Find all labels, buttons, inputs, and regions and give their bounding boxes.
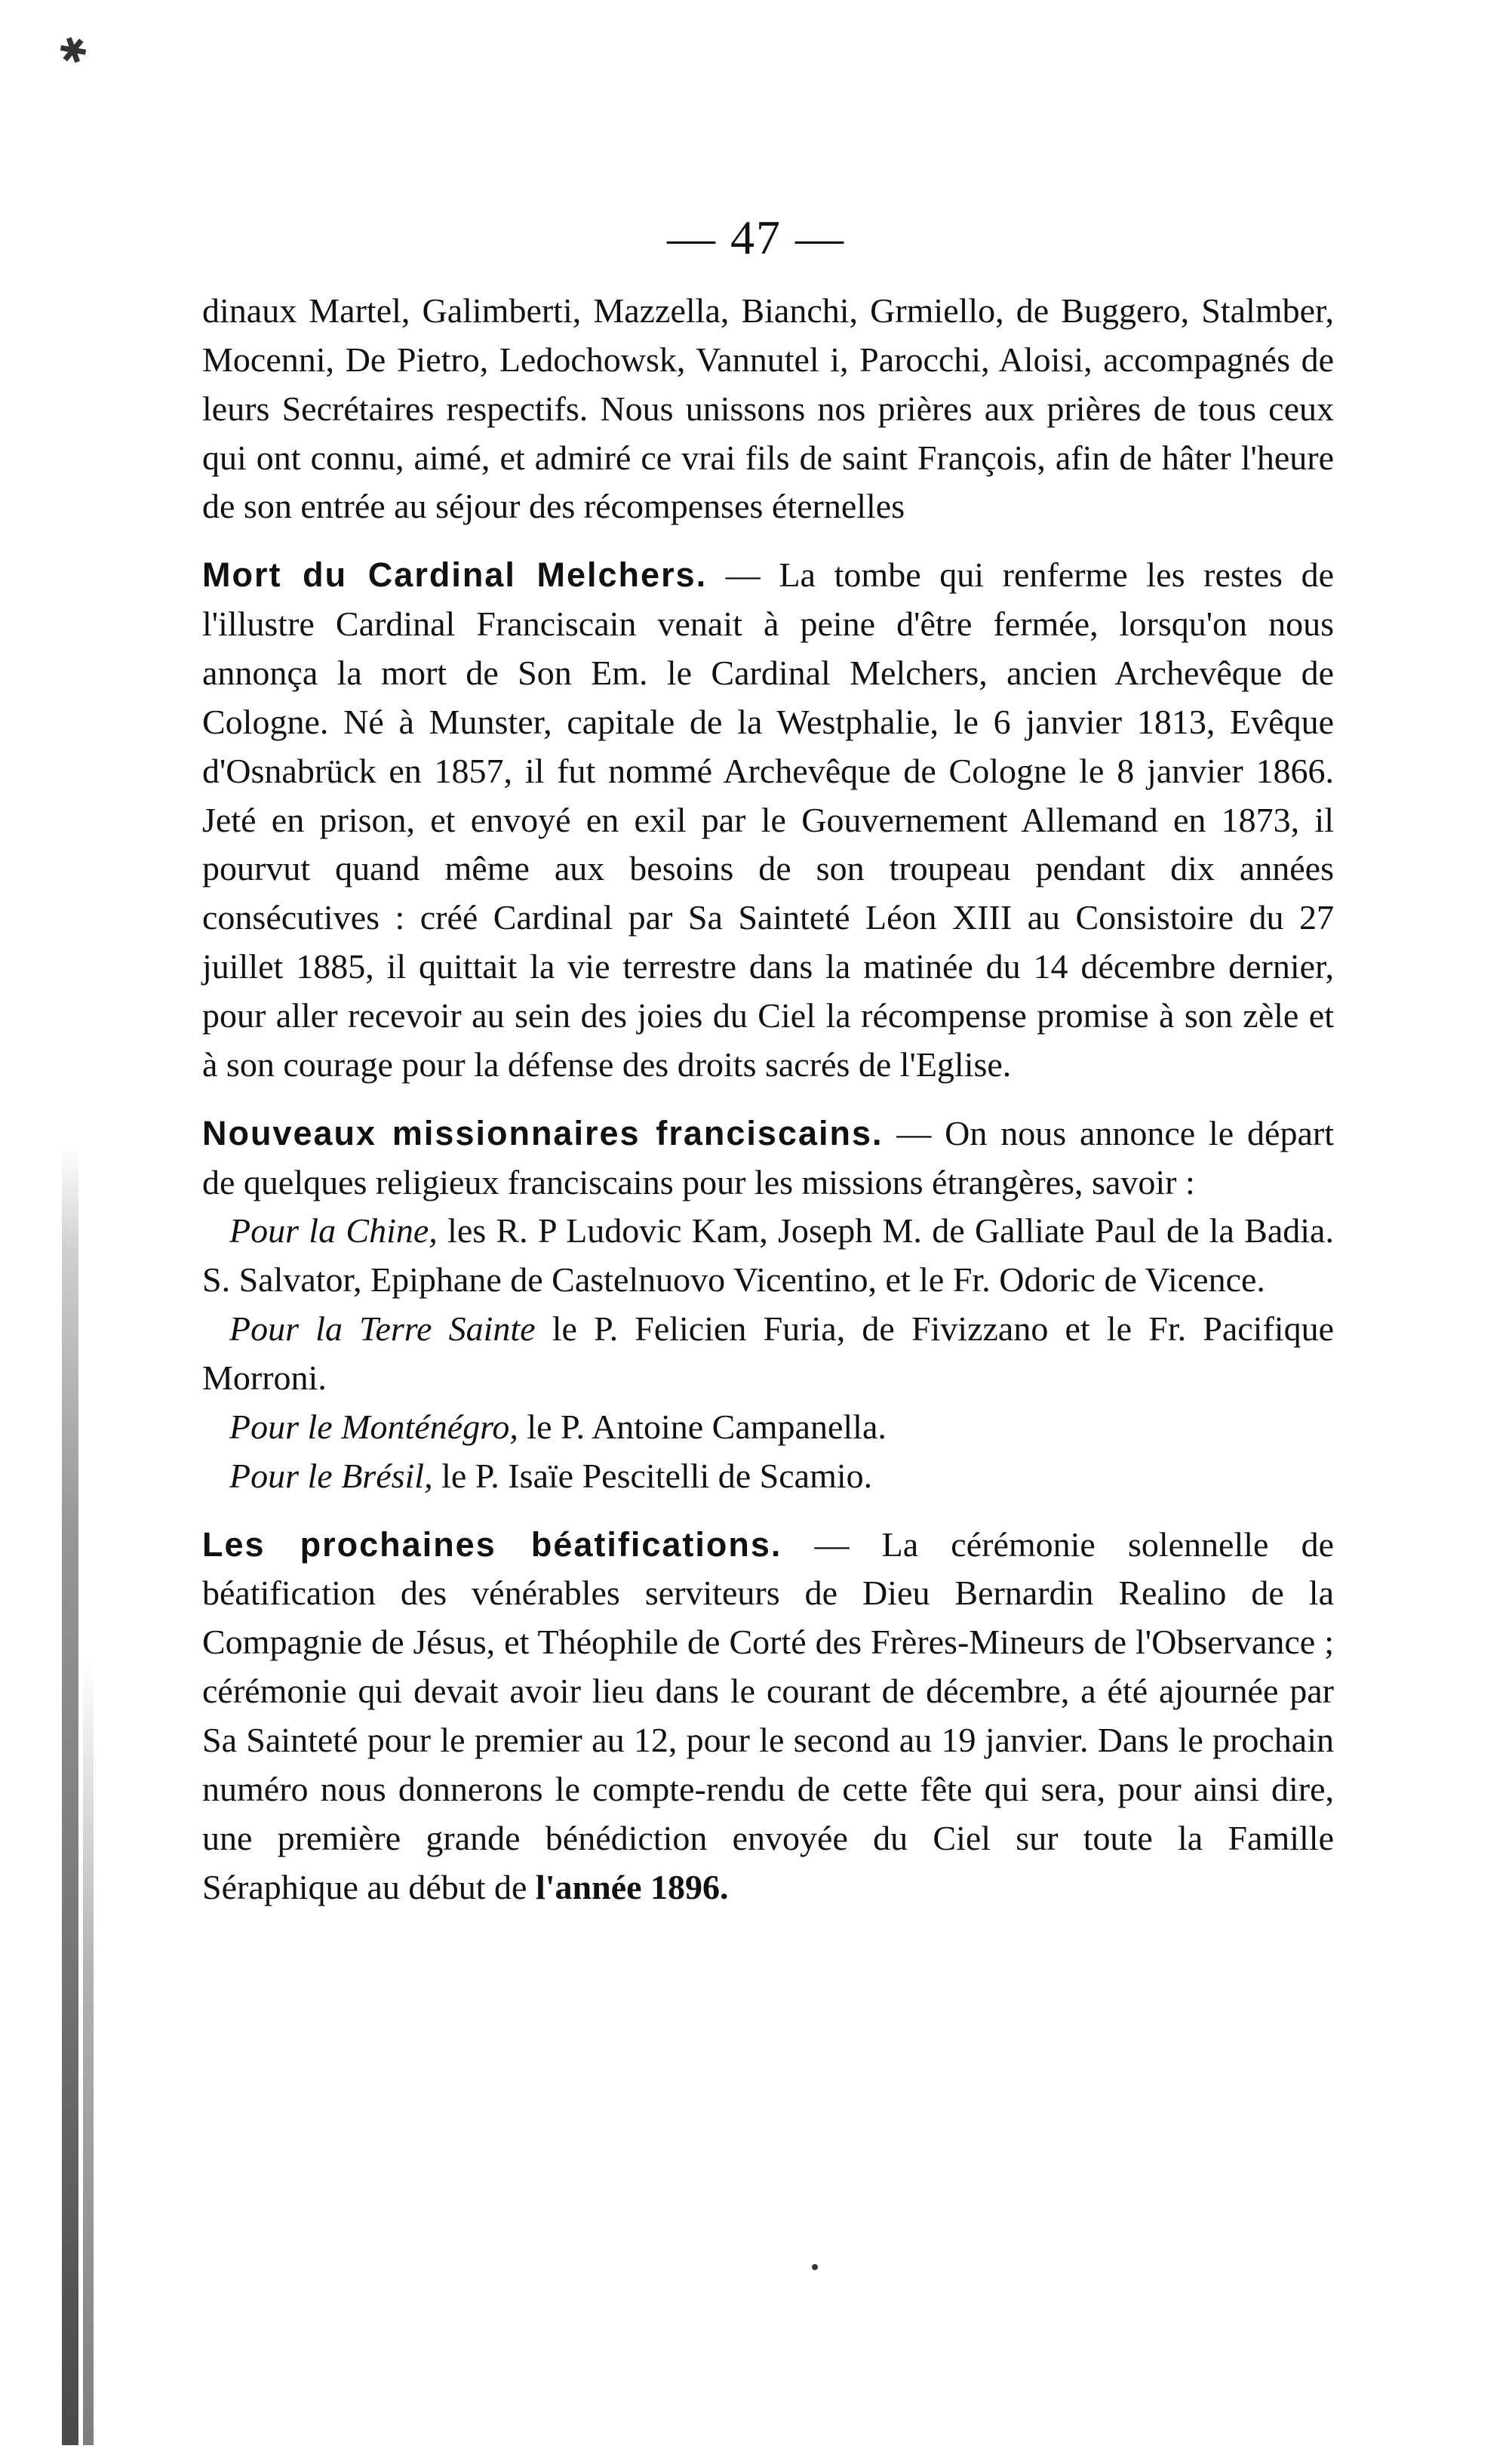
text-missionnaires: — On nous annonce le départ de quelques religieux franciscains pour les missions étrangères, savoir : bbox=[202, 1113, 1334, 1201]
ink-speck bbox=[812, 2264, 818, 2270]
list-item-destination: Pour le Brésil, bbox=[229, 1456, 433, 1495]
list-item-text: les R. P Ludovic Kam, Joseph M. de Galliate Paul de la Badia. S. Salvator, Epiphane de Castelnuovo Vicentino, et le Fr. Odoric de Vicence. bbox=[202, 1211, 1334, 1300]
text-beatifications: — La cérémonie solennelle de béatification des vénérables serviteurs de Dieu Bernardin Realino de la Compagnie de Jésus, et Théophile de Corté des Frères-Mineurs de l'Observance ; cérémonie qui devait avoir lieu dans le courant de décembre, a été ajournée par Sa Sainteté pour le premier au 12, pour le second au 19 janvier. Dans le prochain numéro nous donnerons le compte-rendu de cette fête qui sera, pour ainsi dire, une première grande bénédiction envoyée du Ciel sur toute la Famille Séraphique au début de bbox=[202, 1524, 1334, 1906]
list-item bbox=[202, 1452, 1334, 1501]
list-item-destination: Pour la Chine, bbox=[229, 1211, 438, 1251]
heading-mort-cardinal-melchers: Mort du Cardinal Melchers. bbox=[202, 555, 708, 595]
list-item-text: le P. Felicien Furia, de Fivizzano et le Fr. Pacifique Morroni. bbox=[202, 1309, 1334, 1398]
paragraph-melchers bbox=[202, 551, 1334, 1089]
list-item-destination: Pour la Terre Sainte bbox=[229, 1309, 536, 1349]
list-item-destination: Pour le Monténégro, bbox=[229, 1407, 518, 1446]
binding-shadow-inner bbox=[83, 1660, 94, 2445]
mission-list bbox=[202, 1207, 1334, 1500]
heading-nouveaux-missionnaires: Nouveaux missionnaires franciscains. bbox=[202, 1113, 884, 1152]
paragraph-beatifications bbox=[202, 1521, 1334, 1912]
binding-shadow bbox=[62, 1147, 78, 2445]
paragraph-missionnaires bbox=[202, 1109, 1334, 1208]
list-item-text: le P. Isaïe Pescitelli de Scamio. bbox=[432, 1456, 873, 1495]
list-item-text: le P. Antoine Campanella. bbox=[518, 1407, 887, 1446]
paragraph-cardinals-list: dinaux Martel, Galimberti, Mazzella, Bianchi, Grmiello, de Buggero, Stalmber, Mocenni, De Pietro, Ledochowsk, Vannutel i, Parocchi, Aloisi, accompagnés de leurs Secrétaires respectifs. Nous unissons nos prières aux prières de tous ceux qui ont connu, aimé, et admiré ce vrai fils de saint François, afin de hâter l'heure de son entrée au séjour des récompenses éternelles bbox=[202, 291, 1334, 526]
corner-mark-icon: ✱ bbox=[53, 27, 94, 75]
text-annee-1896: l'année 1896. bbox=[535, 1867, 729, 1906]
list-item bbox=[202, 1305, 1334, 1403]
list-item bbox=[202, 1207, 1334, 1305]
page-number: — 47 — bbox=[667, 211, 845, 264]
list-item bbox=[202, 1403, 1334, 1452]
heading-prochaines-beatifications: Les prochaines béatifications. bbox=[202, 1524, 782, 1564]
text-melchers: — La tombe qui renferme les restes de l'illustre Cardinal Franciscain venait à peine d'être fermée, lorsqu'on nous annonça la mort de Son Em. le Cardinal Melchers, ancien Archevêque de Cologne. Né à Munster, capitale de la Westphalie, le 6 janvier 1813, Evêque d'Osnabrück en 1857, il fut nommé Archevêque de Cologne le 8 janvier 1866. Jeté en prison, et envoyé en exil par le Gouvernement Allemand en 1873, il pourvut quand même aux besoins de son troupeau pendant dix années consécutives : créé Cardinal par Sa Sainteté Léon XIII au Consistoire du 27 juillet 1885, il quittait la vie terrestre dans la matinée du 14 décembre dernier, pour aller recevoir au sein des joies du Ciel la récompense promise à son zèle et à son courage pour la défense des droits sacrés de l'Eglise. bbox=[202, 555, 1334, 1084]
body-text bbox=[202, 287, 1334, 1912]
